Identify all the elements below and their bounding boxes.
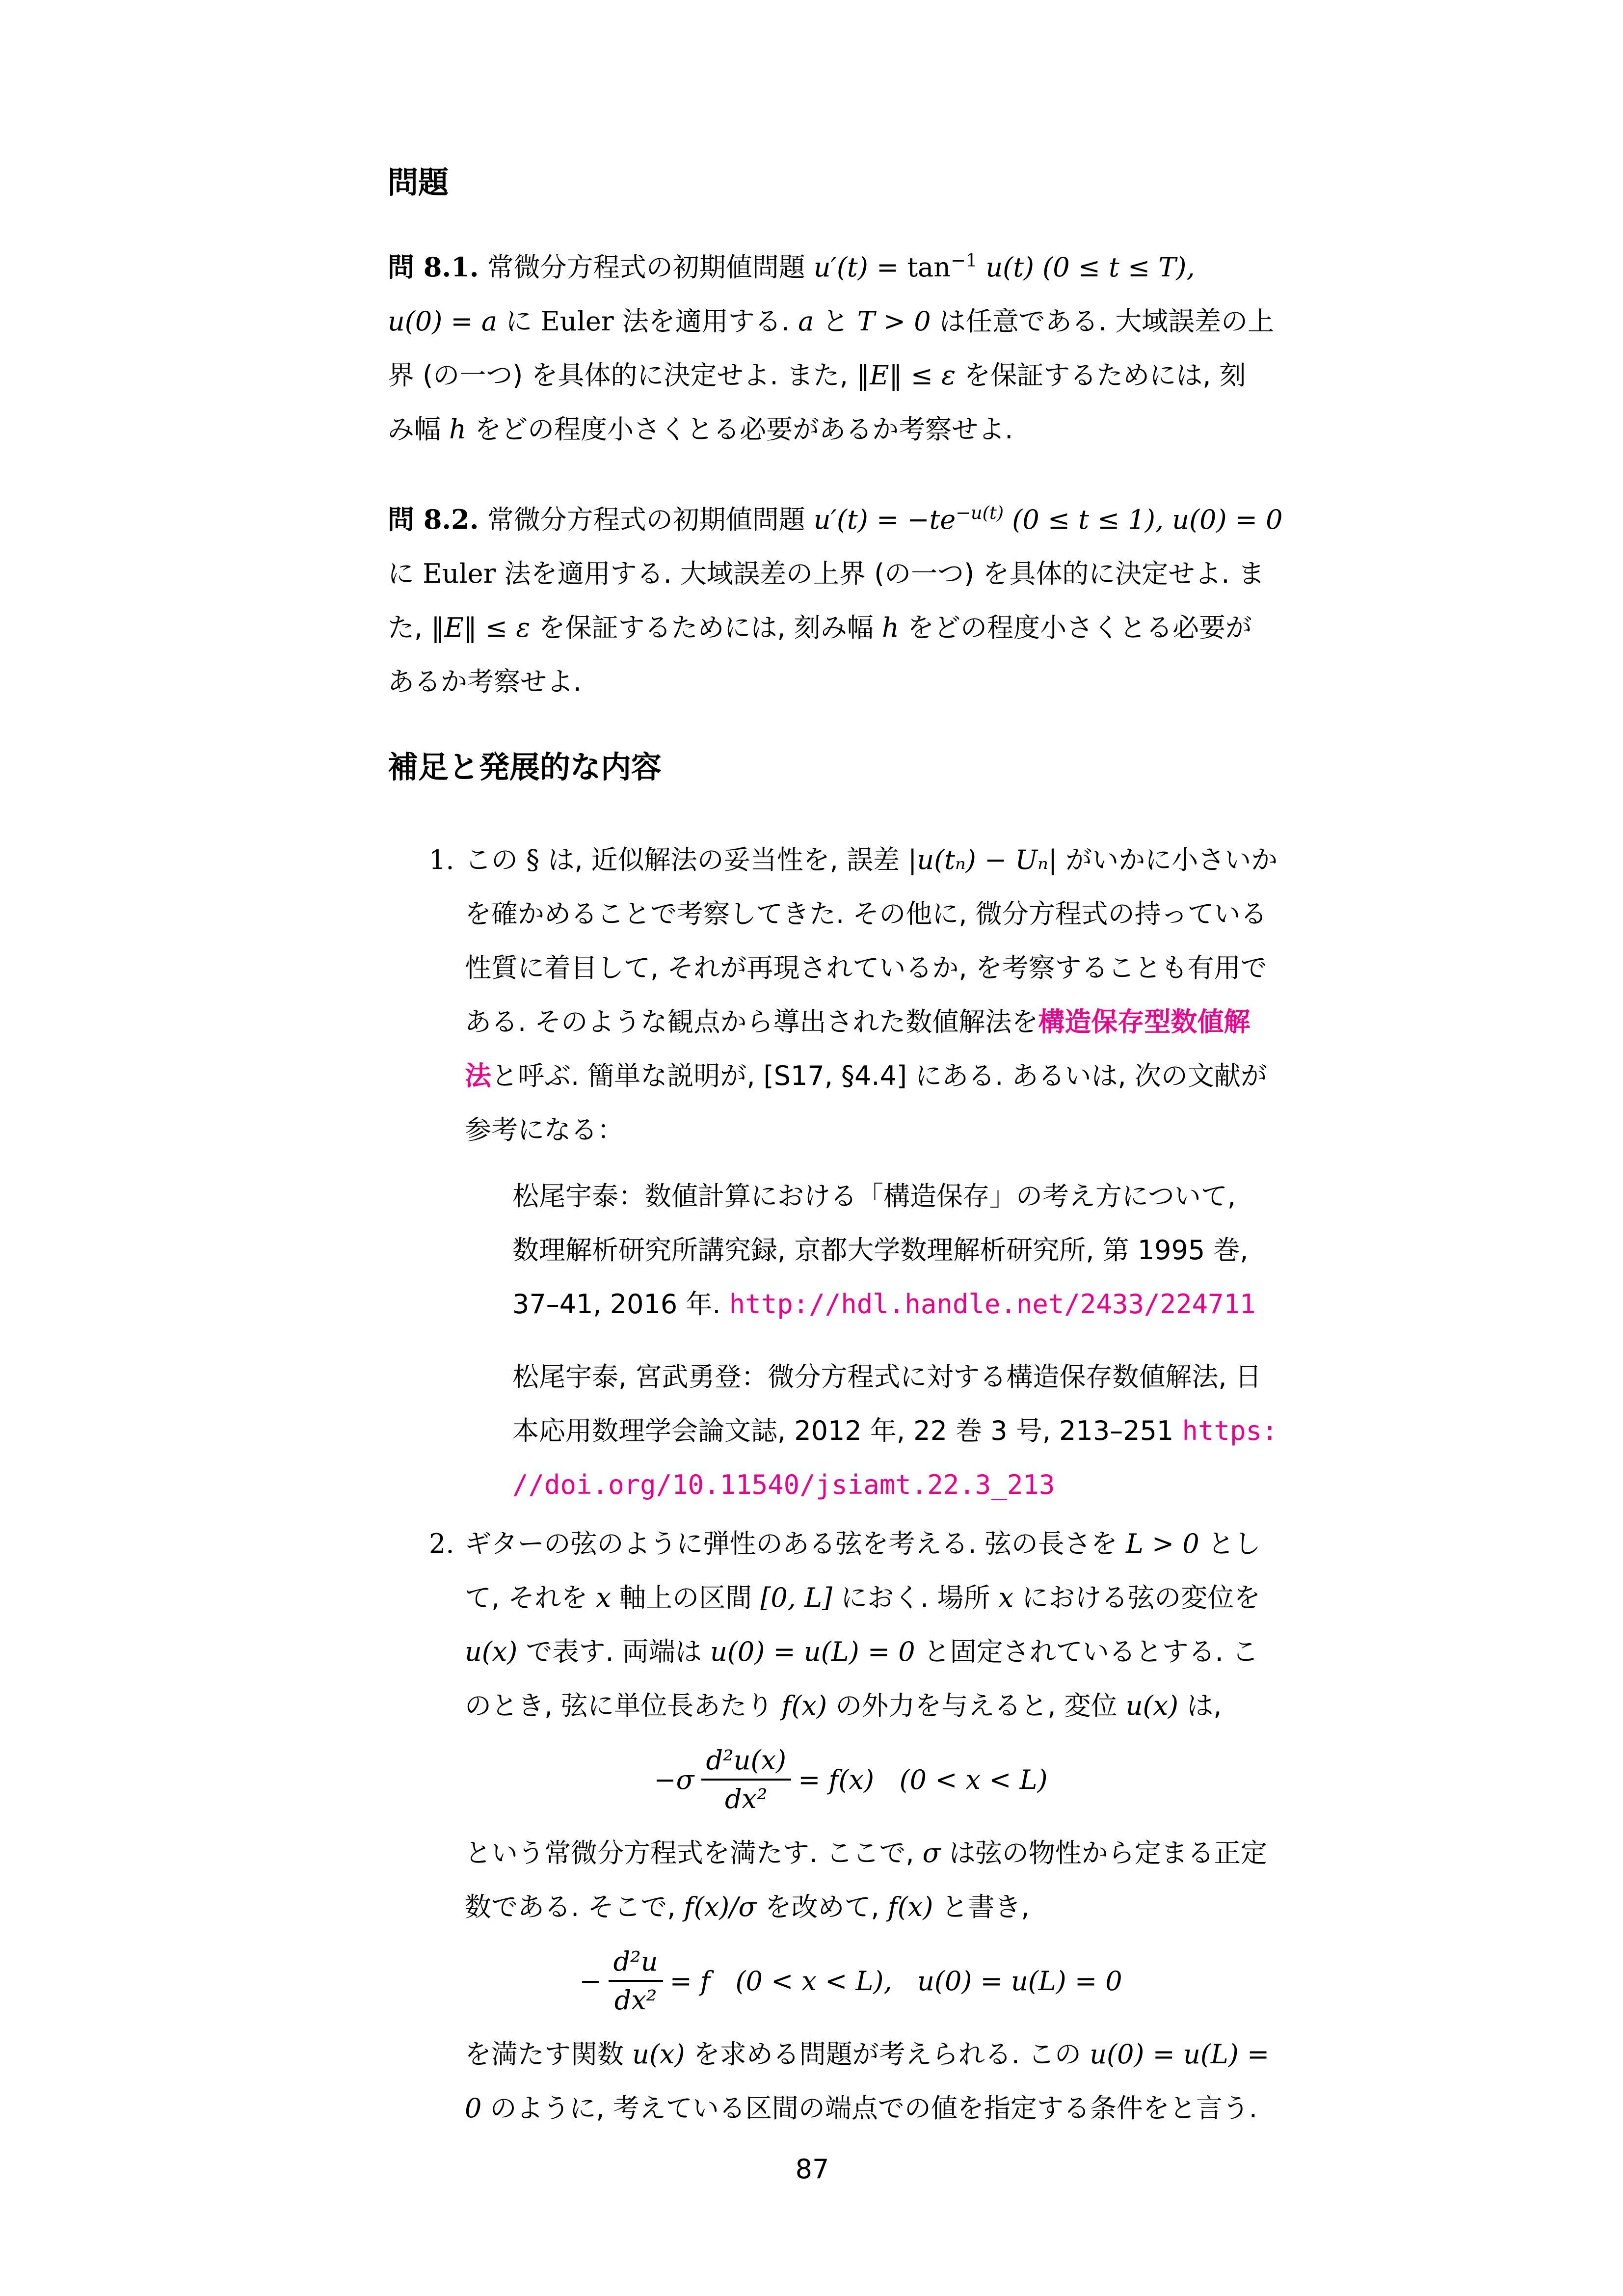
text-segment: u′(t) = [813,252,907,283]
text-segment: を求める問題が考えられる. この [685,2039,1090,2070]
text-line [512,1223,1249,1277]
text-segment: L > 0 [1125,1528,1199,1560]
text-segment: = f(x) (0 < x < L) [798,1764,1048,1795]
text-line [388,547,1265,601]
text-segment: ある. そのような観点から導出された数値解法を [465,1006,1038,1038]
text-segment: をどの程度小さくとる必要があるか考察せよ. [466,414,1013,445]
text-segment: 法 [465,1060,491,1092]
text-segment: u(x) [632,2039,685,2070]
text-segment: 界 (の一つ) を具体的に決定せよ. また, [388,360,857,391]
equation-string-ode [465,1742,1237,1817]
text-line [388,403,1237,457]
text-segment: を満たす関数 [465,2039,633,2070]
text-segment: を改めて, [756,1891,888,1923]
text-segment: におく. 場所 [832,1582,999,1614]
text-line [512,1458,1237,1512]
text-segment: に [388,558,423,590]
text-line [465,995,1251,1049]
text-segment: h [449,414,466,445]
text-segment: x [998,1582,1014,1614]
text-segment: 松尾宇泰：数値計算における「構造保存」の考え方について, [512,1181,1236,1212]
text-segment: 数である. そこで, [465,1891,684,1923]
text-segment: み幅 [388,414,450,445]
text-segment: 法を適用する. 大域誤差の上界 (の一つ) を具体的に決定せよ. ま [496,558,1265,590]
text-line [465,1826,1267,1880]
text-segment: のように, 考えている区間の端点での値を指定する条件をと言う. [481,2093,1258,2124]
text-segment: 問 [388,504,424,536]
text-segment: u(0) = u(L) = 0 [710,1636,915,1668]
text-segment: u(x) [1125,1690,1179,1722]
text-line [388,234,1237,295]
text-line [388,601,1252,655]
text-segment: と [814,306,857,337]
text-segment: § [526,844,540,876]
text-segment: a [798,306,814,337]
text-line [465,1679,1237,1733]
list-item-2 [388,1517,1270,2135]
text-segment: という常微分方程式を満たす. ここで, [465,1837,923,1869]
text-segment: は弦の物性から定まる正定 [940,1837,1267,1869]
text-segment: この [465,844,527,876]
fraction: $\frac{\text{d²u}}{\text{dx²}}$ [609,1947,663,2015]
text-line [512,1350,1262,1404]
equation-boundary-value [465,1943,1237,2019]
text-segment: 常微分方程式の初期値問題 [479,504,814,536]
text-segment: f(x) [887,1891,933,1923]
text-segment [512,1289,729,1320]
text-segment: (0 ≤ t ≤ 1), u(0) = 0 [1004,504,1283,536]
text-segment: f(x) [781,1690,827,1722]
text-segment: 松尾宇泰, 宮武勇登：微分方程式に対する構造保存数値解法, 日 [512,1361,1262,1393]
problem-8-1 [388,234,1275,457]
citation-2-link-part1[interactable]: https: [1182,1415,1278,1447]
citation-1 [512,1169,1256,1331]
page-number: 87 [795,2154,829,2185]
text-segment: = f (0 < x < L), u(0) = u(L) = 0 [669,1965,1122,1997]
text-segment: 構造保存型数値解 [1038,1006,1251,1038]
list-item-1 [388,833,1278,1512]
text-segment: 軸上の区間 [611,1582,761,1614]
text-segment: がいかに小さいか [1057,844,1278,876]
text-line [465,941,1267,995]
text-segment: 37–41, 2016 年. [512,1289,729,1320]
text-segment: ‖E‖ ≤ ε [856,360,956,391]
text-line [512,1277,1256,1331]
text-line [465,1571,1261,1625]
citation-2-link-part2[interactable]: //doi.org/10.11540/jsiamt.22.3_213 [512,1469,1055,1501]
text-segment: Euler [423,558,496,590]
text-line [465,1049,1267,1103]
citation-1-link[interactable]: http://hdl.handle.net/2433/224711 [729,1289,1256,1320]
text-segment: 法を適用する. [613,306,798,337]
text-line [512,1169,1237,1223]
text-segment: −1 [951,250,978,271]
text-segment: [0, L] [760,1582,832,1614]
text-line [512,1404,1278,1458]
text-line [388,295,1275,349]
text-segment: −u(t) [956,502,1004,524]
text-segment [512,1415,1182,1446]
text-segment: x [596,1582,611,1614]
text-segment: 8.2. [423,504,479,536]
text-line [465,887,1267,941]
text-segment: は, [1178,1690,1222,1722]
text-segment: − [579,1965,602,1997]
text-line [465,1625,1259,1679]
text-segment: で表す. 両端は [517,1636,711,1668]
text-segment: は任意である. 大域誤差の上 [931,306,1275,337]
text-segment: あるか考察せよ. [388,666,582,698]
text-line [388,486,1283,547]
text-segment: のとき, 弦に単位長あたり [465,1690,782,1722]
text-segment: 8.1. [423,251,479,283]
text-segment: 0 [465,2093,482,2124]
text-line [465,2081,1258,2135]
text-segment: と固定されているとする. こ [915,1636,1259,1668]
text-line [388,349,1246,403]
text-segment: 数理解析研究所講究録, 京都大学数理解析研究所, 第 1995 巻, [512,1235,1249,1266]
text-segment: ギターの弦のように弾性のある弦を考える. 弦の長さを [465,1528,1126,1560]
text-segment: て, それを [465,1582,596,1614]
text-segment: f(x)/σ [684,1891,757,1923]
text-line [465,1517,1261,1571]
text-segment: と書き, [933,1891,1030,1923]
item-number: 2. [429,1528,454,1560]
text-segment: をどの程度小さくとる必要が [899,612,1252,644]
text-segment: 性質に着目して, それが再現されているか, を考察することも有用で [465,952,1267,984]
text-segment: h [882,612,899,644]
text-line [465,1880,1237,1934]
text-segment: |u(tₙ) − Uₙ| [908,844,1058,876]
text-segment: に [497,306,541,337]
text-segment: の外力を与えると, 変位 [827,1690,1126,1722]
text-segment: u′(t) = −te [813,504,956,536]
text-segment: u(t) (0 ≤ t ≤ T), [977,252,1195,283]
text-segment: 参考になる： [465,1114,624,1146]
text-segment: −σ [654,1764,694,1795]
text-segment: σ [922,1837,941,1869]
text-segment: u(x) [465,1636,518,1668]
text-segment: Euler [540,306,614,337]
item-number: 1. [429,844,454,876]
problem-8-2 [388,486,1283,709]
supplement-heading: 補足と発展的な内容 [388,749,662,785]
text-segment: とし [1199,1528,1261,1560]
text-line [465,1103,1237,1157]
text-segment: を保証するためには, 刻 [956,360,1246,391]
text-segment: は, 近似解法の妥当性を, 誤差 [539,844,908,876]
problems-heading: 問題 [388,164,449,200]
text-segment: T > 0 [857,306,931,337]
citation-2 [512,1350,1278,1512]
fraction: $\frac{\text{d²u(x)}}{\text{dx²}}$ [701,1746,792,1814]
text-segment: を確かめることで考察してきた. その他に, 微分方程式の持っている [465,898,1267,930]
text-segment: における弦の変位を [1013,1582,1261,1614]
text-segment: u(0) = a [388,306,498,337]
text-segment: 本応用数理学会論文誌, 2012 年, 22 巻 3 号, 213–251 [512,1415,1182,1447]
text-segment: を保証するためには, 刻み幅 [530,612,882,644]
text-segment: た, [388,612,431,644]
page-content [388,164,1283,2186]
text-segment: tan [907,252,951,283]
text-line [465,2027,1270,2081]
text-segment: 問 [388,252,424,283]
text-segment: u(0) = u(L) = [1090,2039,1270,2070]
text-line [465,833,1278,887]
text-segment: ‖E‖ ≤ ε [431,612,531,644]
text-segment: と呼ぶ. 簡単な説明が, [S17, §4.4] にある. あるいは, 次の文献が [491,1060,1267,1092]
text-segment: 常微分方程式の初期値問題 [479,252,814,283]
text-line [388,655,1237,709]
